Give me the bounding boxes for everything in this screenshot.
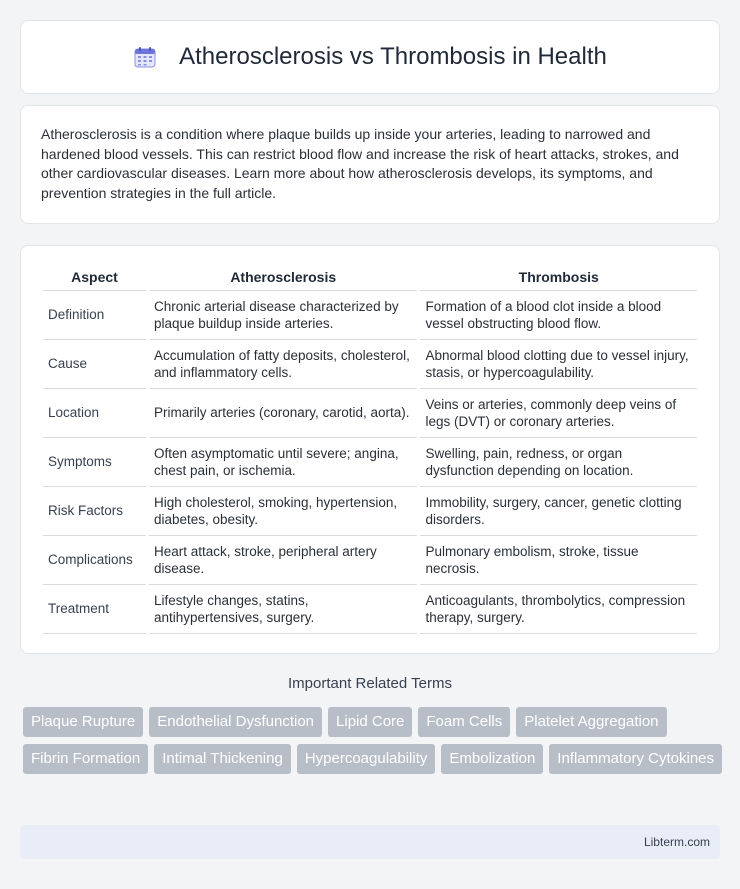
row-atherosclerosis: Often asymptomatic until severe; angina, chest pain, or ischemia. <box>149 438 418 487</box>
related-term-tag[interactable]: Embolization <box>441 744 543 774</box>
row-atherosclerosis: Accumulation of fatty deposits, cholesterol, and inflammatory cells. <box>149 340 418 389</box>
page-title: Atherosclerosis vs Thrombosis in Health <box>179 43 607 70</box>
related-term-tag[interactable]: Intimal Thickening <box>154 744 291 774</box>
related-term-tag[interactable]: Hypercoagulability <box>297 744 436 774</box>
row-thrombosis: Immobility, surgery, cancer, genetic clotting disorders. <box>420 487 697 536</box>
row-thrombosis: Anticoagulants, thrombolytics, compression therapy, surgery. <box>420 585 697 634</box>
related-term-tag[interactable]: Inflammatory Cytokines <box>549 744 722 774</box>
footer-site-link[interactable]: Libterm.com <box>643 835 710 849</box>
header-card <box>20 20 720 94</box>
related-terms-list <box>23 707 723 774</box>
row-atherosclerosis: Heart attack, stroke, peripheral artery disease. <box>149 536 418 585</box>
row-aspect: Cause <box>43 340 146 389</box>
related-term-tag[interactable]: Foam Cells <box>418 707 510 737</box>
table-row <box>43 389 697 438</box>
related-terms-title: Important Related Terms <box>288 675 452 692</box>
table-row <box>43 291 697 340</box>
header-atherosclerosis: Atherosclerosis <box>149 264 418 291</box>
row-atherosclerosis: High cholesterol, smoking, hypertension, diabetes, obesity. <box>149 487 418 536</box>
table-row <box>43 340 697 389</box>
row-thrombosis: Swelling, pain, redness, or organ dysfunction depending on location. <box>420 438 697 487</box>
intro-card <box>20 105 720 224</box>
row-atherosclerosis: Primarily arteries (coronary, carotid, aorta). <box>149 389 418 438</box>
table-row <box>43 585 697 634</box>
row-aspect: Complications <box>43 536 146 585</box>
intro-text: Atherosclerosis is a condition where plaque builds up inside your arteries, leading to narrowed and hardened blood vessels. This can restrict blood flow and increase the risk of heart attacks, strokes, and other cardiovascular diseases. Learn more about how atherosclerosis develops, its symptoms, and prevention strategies in the full article. <box>41 126 679 201</box>
table-row <box>43 536 697 585</box>
comparison-table <box>40 264 700 634</box>
row-thrombosis: Abnormal blood clotting due to vessel injury, stasis, or hypercoagulability. <box>420 340 697 389</box>
calendar-icon <box>133 45 157 69</box>
comparison-card <box>20 245 720 654</box>
header-thrombosis: Thrombosis <box>420 264 697 291</box>
related-term-tag[interactable]: Plaque Rupture <box>23 707 143 737</box>
row-thrombosis: Pulmonary embolism, stroke, tissue necrosis. <box>420 536 697 585</box>
related-term-tag[interactable]: Endothelial Dysfunction <box>149 707 322 737</box>
header-aspect: Aspect <box>43 264 146 291</box>
related-term-tag[interactable]: Fibrin Formation <box>23 744 148 774</box>
row-thrombosis: Formation of a blood clot inside a blood vessel obstructing blood flow. <box>420 291 697 340</box>
related-term-tag[interactable]: Lipid Core <box>328 707 412 737</box>
row-aspect: Location <box>43 389 146 438</box>
table-header-row <box>43 264 697 291</box>
row-atherosclerosis: Lifestyle changes, statins, antihypertensives, surgery. <box>149 585 418 634</box>
row-aspect: Treatment <box>43 585 146 634</box>
table-row <box>43 438 697 487</box>
row-aspect: Definition <box>43 291 146 340</box>
row-aspect: Symptoms <box>43 438 146 487</box>
related-term-tag[interactable]: Platelet Aggregation <box>516 707 666 737</box>
footer <box>20 825 720 859</box>
row-atherosclerosis: Chronic arterial disease characterized by plaque buildup inside arteries. <box>149 291 418 340</box>
row-aspect: Risk Factors <box>43 487 146 536</box>
table-row <box>43 487 697 536</box>
row-thrombosis: Veins or arteries, commonly deep veins of legs (DVT) or coronary arteries. <box>420 389 697 438</box>
